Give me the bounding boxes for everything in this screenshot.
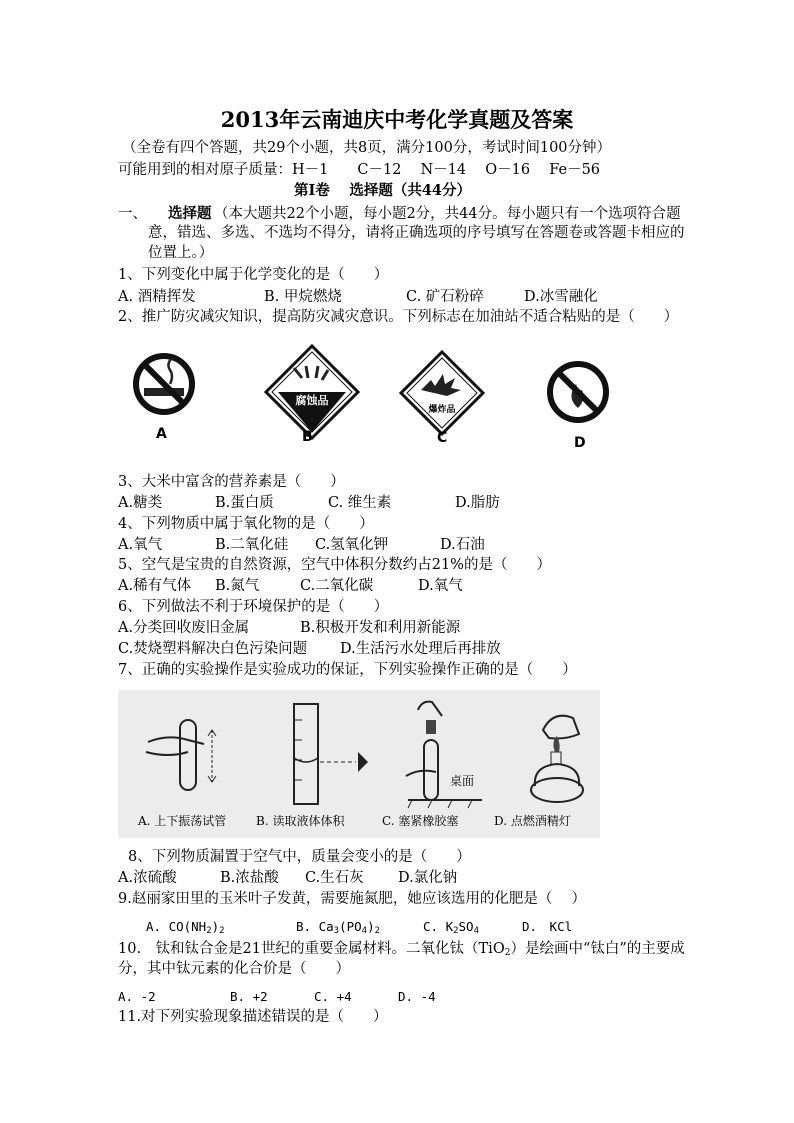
shaking-test-tube-illustration [118,690,238,810]
question-3-stem: 3、大米中富含的营养素是（ ） [118,474,345,490]
sign-c-label: C [437,430,448,446]
question-1-stem: 1、下列变化中属于化学变化的是（ ） [118,267,389,283]
question-9-stem: 9.赵丽家田里的玉米叶子发黄，需要施氮肥，她应该选用的化肥是（ ） [118,891,586,907]
question-3-option-a: A.糖类 [118,495,163,511]
rubber-stopper-illustration [378,690,488,810]
no-fire-sign [544,358,614,428]
question-5-option-b: B.氮气 [215,578,260,594]
question-10-option-b: B. +2 [230,989,268,1004]
question-10-option-a: A. -2 [118,989,156,1004]
question-5-option-c: C.二氧化碳 [300,578,374,594]
lab-operations-figure [118,690,600,838]
question-10-stem-2: 分，其中钛元素的化合价是（ ） [118,961,350,977]
no-smoking-sign [130,350,200,445]
question-4-option-b: B.二氧化硅 [215,537,289,553]
section-desc-3: 位置上。） [148,245,214,261]
question-6-option-b: B.积极开发和利用新能源 [300,620,461,636]
question-8-stem: 8、下列物质漏置于空气中，质量会变小的是（ ） [128,849,471,865]
sign-a-label: A [156,426,167,442]
question-9-option-b: B. $Ca_3(PO_4)_2$ [296,919,381,936]
desk-label: 桌面 [450,774,475,788]
question-8-option-c: C.生石灰 [305,870,364,886]
question-6-option-a: A.分类回收废旧金属 [118,620,250,636]
question-4-option-a: A.氧气 [118,537,163,553]
question-10-option-c: C. +4 [314,989,352,1004]
question-2-stem: 2、推广防灾减灾知识，提高防灾减灾意识。下列标志在加油站不适合粘贴的是（ ） [118,309,679,325]
question-5-stem: 5、空气是宝贵的自然资源，空气中体积分数约占21%的是（ ） [118,557,551,573]
question-7-stem: 7、正确的实验操作是实验成功的保证，下列实验操作正确的是（ ） [118,662,577,678]
explosive-sign [399,350,485,436]
operation-b-caption: B. 读取液体体积 [256,814,345,828]
question-1-option-c: C. 矿石粉碎 [406,289,484,305]
question-5-option-a: A.稀有气体 [118,578,192,594]
question-1-option-a: A. 酒精挥发 [118,289,196,305]
sign-c-text: 爆炸品 [428,405,456,415]
operation-a-caption: A. 上下振荡试管 [138,814,227,828]
section-desc-1: （本大题共22个小题，每小题2分，共44分。每小题只有一个选项符合题 [214,206,681,222]
question-8-option-d: D.氯化钠 [398,870,458,886]
question-3-option-b: B.蛋白质 [215,495,274,511]
alcohol-lamp-illustration [513,690,600,810]
question-9-option-d: D. KCl [522,919,573,934]
question-4-option-c: C.氢氧化钾 [315,537,389,553]
graduated-cylinder-illustration [268,690,378,810]
question-9-option-a: A. $CO(NH_2)_2$ [146,919,225,936]
question-3-option-d: D.脂肪 [455,495,500,511]
question-10-stem-1: 10. 钛和钛合金是21世纪的重要金属材料。二氧化钛（TiO$_2$）是绘画中“钛白”的主要成 [118,941,685,958]
sign-d-label: D [574,435,586,451]
question-4-stem: 4、下列物质中属于氧化物的是（ ） [118,516,374,532]
part-heading: 第Ⅰ卷 选择题（共44分） [294,182,472,199]
operation-d-caption: D. 点燃酒精灯 [494,814,571,828]
question-3-option-c: C. 维生素 [328,495,392,511]
sign-b-label: B [302,429,313,445]
question-8-option-b: B.浓盐酸 [220,870,279,886]
question-4-option-d: D.石油 [440,537,485,553]
section-desc-2: 意，错选、多选、不选均不得分，请将正确选项的序号填写在答题卷或答题卡相应的 [148,225,685,241]
question-6-option-d: D.生活污水处理后再排放 [340,641,501,657]
atomic-masses: 可能用到的相对原子质量：H－1 C－12 N－14 O－16 Fe－56 [118,162,601,178]
question-9-option-c: C. $K_2SO_4$ [423,919,480,936]
question-6-stem: 6、下列做法不利于环境保护的是（ ） [118,599,389,615]
operation-c-caption: C. 塞紧橡胶塞 [382,814,459,828]
question-10-option-d: D. -4 [398,989,436,1004]
section-title: 选择题 [168,205,212,222]
question-11-stem: 11.对下列实验现象描述错误的是（ ） [118,1009,388,1025]
question-1-option-d: D.冰雪融化 [524,289,598,305]
sign-b-text: 腐蚀品 [295,394,329,407]
question-6-option-c: C.焚烧塑料解决白色污染问题 [118,641,308,657]
page-title: 2013年云南迪庆中考化学真题及答案 [220,107,574,132]
question-5-option-d: D.氧气 [418,578,463,594]
question-8-option-a: A.浓硫酸 [118,870,177,886]
question-1-option-b: B. 甲烷燃烧 [264,289,342,305]
exam-info: （全卷有四个答题，共29个小题，共8页，满分100分，考试时间100分钟） [122,140,612,156]
section-number: 一、 [118,206,147,222]
